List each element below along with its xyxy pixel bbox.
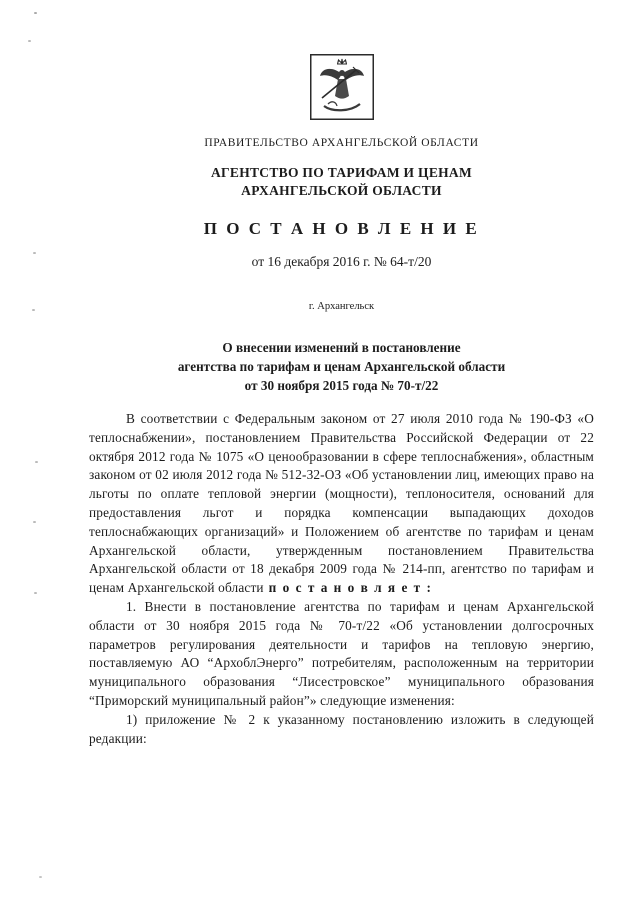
body-paragraph-preamble: [89, 410, 594, 598]
document-title: [89, 338, 594, 395]
city-line: г. Архангельск: [308, 301, 375, 312]
document-type-heading: П О С Т А Н О В Л Е Н И Е: [203, 219, 480, 238]
scan-speck: [33, 252, 36, 254]
document-body: [89, 410, 594, 748]
agency-name-line2: АРХАНГЕЛЬСКОЙ ОБЛАСТИ: [241, 182, 442, 198]
preamble-text: В соответствии с Федеральным законом от 27 июля 2010 года № 190-ФЗ «О теплоснабжении», постановлением Правительства Российской Федерации от 22 октября 2012 года № 1075 «О ценообразовании в сфере теплоснабжения», областным законом от 02 июля 2012 года № 512-32-ОЗ «Об установлении лиц, имеющих право на льготы по оплате тепловой энергии (мощности), теплоносителя, оснований для предоставления льгот и порядка компенсации выпадающих доходов теплоснабжающих организаций» и Положением об агентстве по тарифам и ценам Архангельской области, утвержденным постановлением Правительства Архангельской области от 18 декабря 2009 года № 214-пп, агентство по тарифам и ценам Архангельской области: [89, 411, 594, 596]
document-title-line2: агентства по тарифам и ценам Архангельской области: [177, 359, 506, 374]
date-and-number-line: от 16 декабря 2016 г. № 64-т/20: [251, 254, 432, 269]
scan-speck: [35, 461, 38, 463]
scan-speck: [33, 521, 36, 523]
agency-name: [89, 164, 594, 199]
scan-speck: [34, 592, 37, 594]
scan-speck: [28, 40, 31, 42]
scan-speck: [34, 12, 37, 14]
government-name: ПРАВИТЕЛЬСТВО АРХАНГЕЛЬСКОЙ ОБЛАСТИ: [204, 137, 479, 149]
scan-speck: [32, 309, 35, 311]
scan-speck: [39, 876, 42, 878]
body-item-1: 1. Внести в постановление агентства по тарифам и ценам Архангельской области от 30 ноября 2015 года № 70-т/22 «Об установлении долгосрочных параметров регулирования деятельности и тарифов на тепловую энергию, поставляемую АО “АрхоблЭнерго” потребителям, расположенным на территории муниципального образования “Лисестровское” муниципального образования “Приморский муниципальный район”» следующие изменения:: [89, 598, 594, 708]
body-item-1-sub-1: 1) приложение № 2 к указанному постановлению изложить в следующей редакции:: [89, 711, 594, 746]
coat-of-arms-icon: [310, 54, 374, 120]
preamble-resolves-emphasis: п о с т а н о в л я е т :: [268, 580, 433, 596]
agency-name-line1: АГЕНТСТВО ПО ТАРИФАМ И ЦЕНАМ: [210, 165, 473, 180]
document-title-line3: от 30 ноября 2015 года № 70-т/22: [244, 378, 439, 393]
document-title-line1: О внесении изменений в постановление: [222, 340, 461, 355]
